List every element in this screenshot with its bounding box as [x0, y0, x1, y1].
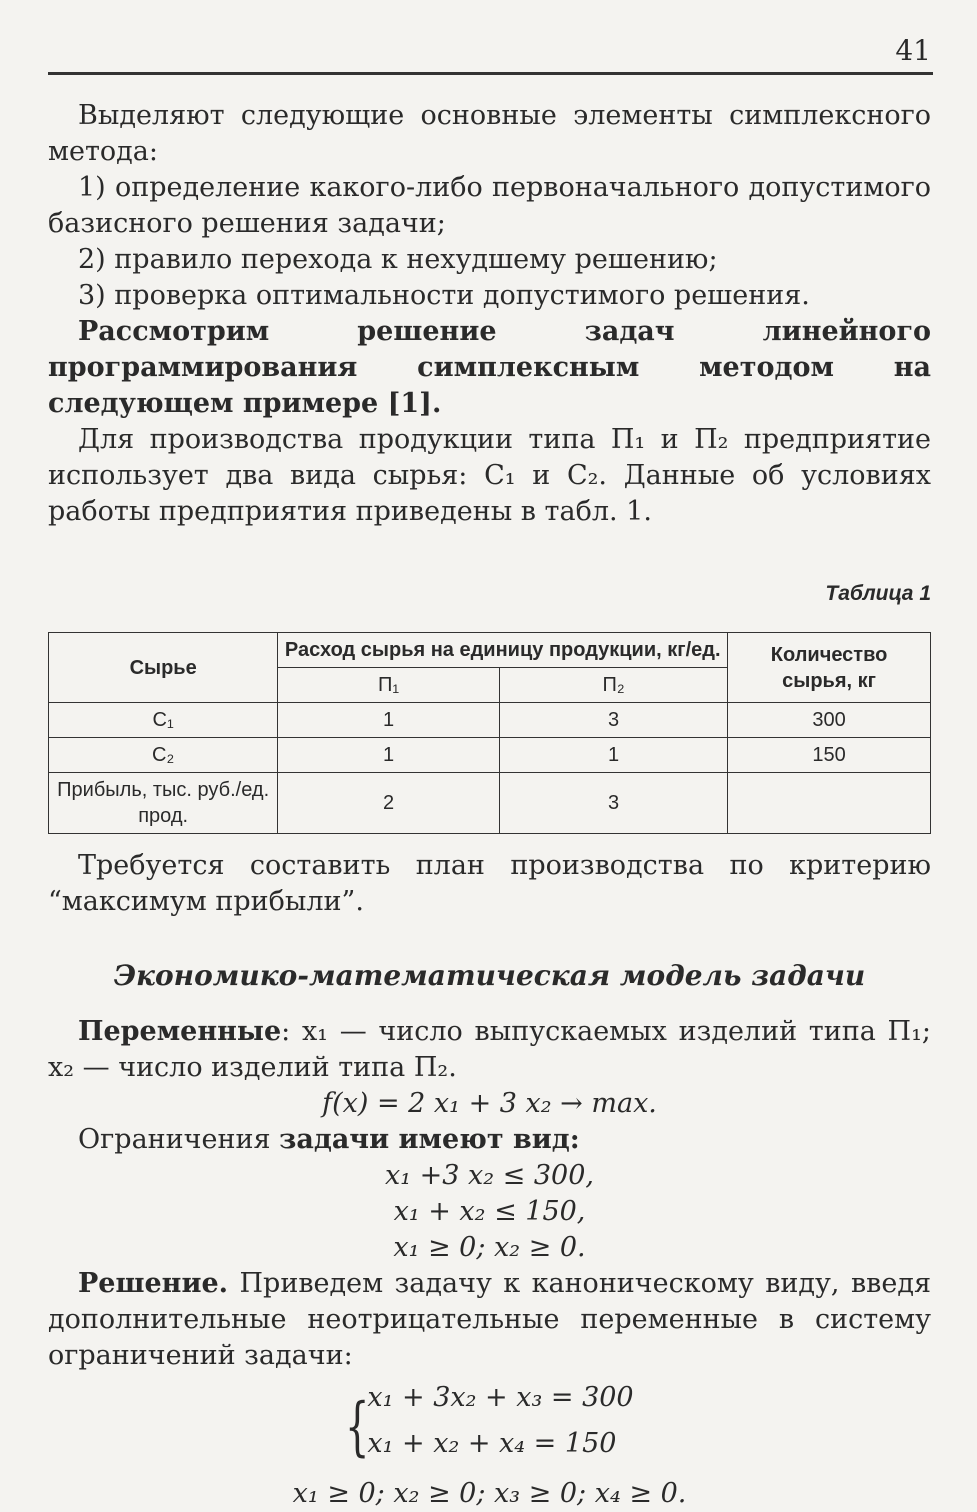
- table-row: [49, 738, 931, 773]
- row-p1: 1: [278, 738, 500, 773]
- bold-intro: Рассмотрим решение задач линейного программирования симплексным методом на следующем примере [1].: [48, 316, 931, 419]
- intro-item-2: 2) правило перехода к нехудшему решению;: [78, 244, 718, 275]
- row-qty: 300: [728, 703, 931, 738]
- page-content: [48, 98, 931, 1512]
- row-name: С₁: [49, 703, 278, 738]
- row-name: С₂: [49, 738, 278, 773]
- intro-item-1: 1) определение какого-либо первоначального допустимого базисного решения задачи;: [48, 172, 931, 239]
- row-qty: 150: [728, 738, 931, 773]
- row-p2: 3: [499, 703, 727, 738]
- header-rule: [48, 72, 933, 75]
- row-p2: 3: [499, 773, 727, 834]
- intro-line: Выделяют следующие основные элементы симплексного метода:: [48, 100, 931, 167]
- data-table: [48, 632, 931, 834]
- objective-function: f(x) = 2 x₁ + 3 x₂ → max.: [322, 1088, 657, 1119]
- row-name: Прибыль, тыс. руб./ед. прод.: [49, 773, 278, 834]
- system-equation-2: x₁ + x₂ + x₄ = 150: [367, 1428, 617, 1459]
- variables-paragraph: [48, 1014, 931, 1086]
- equation-system-wrapper: [48, 1374, 931, 1468]
- constraint-3: x₁ ≥ 0; x₂ ≥ 0.: [393, 1232, 586, 1263]
- constraints-prefix: Ограничения: [78, 1124, 280, 1155]
- header-resource: Сырье: [49, 633, 278, 703]
- system-equation-1: x₁ + 3x₂ + x₃ = 300: [367, 1382, 634, 1413]
- nonnegativity-constraints: x₁ ≥ 0; x₂ ≥ 0; x₃ ≥ 0; x₄ ≥ 0.: [292, 1478, 687, 1509]
- solution-text: Приведем задачу к каноническому виду, введя дополнительные неотрицательные переменные в систему ограничений задачи:: [48, 1268, 931, 1371]
- row-p1: 2: [278, 773, 500, 834]
- variables-text: : x₁ — число выпускаемых изделий типа П₁; x₂ — число изделий типа П₂.: [48, 1016, 931, 1083]
- solution-label: Решение.: [78, 1268, 229, 1299]
- problem-text: Для производства продукции типа П₁ и П₂ предприятие использует два вида сырья: С₁ и С₂. Данные об условиях работы предприятия приведены в табл. 1.: [48, 424, 931, 527]
- requirement-text: Требуется составить план производства по критерию “максимум прибыли”.: [48, 850, 931, 917]
- equation-system: [345, 1380, 633, 1462]
- table-header-row: [49, 633, 931, 668]
- table-row: [49, 773, 931, 834]
- brace-icon: {: [345, 1390, 370, 1464]
- header-quantity: Количество сырья, кг: [728, 633, 931, 703]
- header-consumption: Расход сырья на единицу продукции, кг/ед.: [278, 633, 728, 668]
- page-number: 41: [895, 34, 931, 67]
- constraints-bold: задачи имеют вид:: [279, 1124, 580, 1155]
- row-p1: 1: [278, 703, 500, 738]
- solution-paragraph: [48, 1266, 931, 1374]
- table-caption: Таблица 1: [825, 582, 931, 605]
- intro-item-3: 3) проверка оптимальности допустимого решения.: [78, 280, 810, 311]
- header-p1: П₁: [278, 668, 500, 703]
- constraint-2: x₁ + x₂ ≤ 150,: [393, 1196, 586, 1227]
- table-row: [49, 703, 931, 738]
- constraints-intro: [48, 1122, 931, 1158]
- constraint-1: x₁ +3 x₂ ≤ 300,: [385, 1160, 594, 1191]
- variables-label: Переменные: [78, 1016, 282, 1047]
- header-p2: П₂: [499, 668, 727, 703]
- row-p2: 1: [499, 738, 727, 773]
- section-title: Экономико-математическая модель задачи: [113, 959, 866, 992]
- row-qty: [728, 773, 931, 834]
